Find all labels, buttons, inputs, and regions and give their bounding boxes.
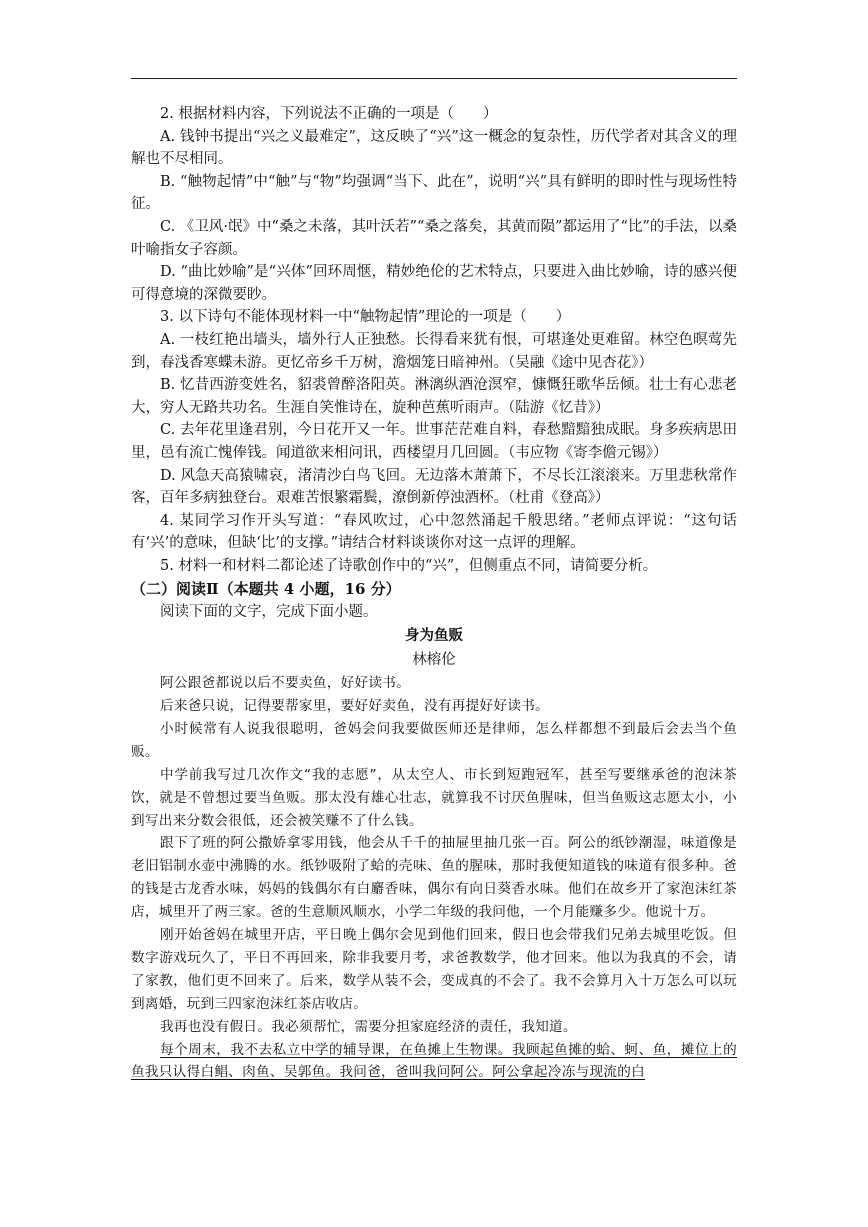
question-3-option-a: A. 一枝红艳出墙头，墙外行人正独愁。长得看来犹有恨，可堪逢处更难留。林空色暝莺先到，春浅香寒蝶未游。更忆帝乡千万树，澹烟笼日暗神州。（吴融《途中见杏花》） [131, 331, 737, 371]
question-3-option-b: B. 忆昔西游变姓名，貂裘曾醉洛阳英。淋漓纵酒沧溟窄，慷慨狂歌华岳倾。壮士有心悲老大，穷人无路共功名。生涯自笑惟诗在，旋种芭蕉听雨声。（陆游《忆昔》） [131, 377, 737, 416]
question-3-option-d: D. 风急天高猿啸哀，渚清沙白鸟飞回。无边落木萧萧下，不尽长江滚滚来。万里悲秋常作客，百年多病独登台。艰难苦恨繁霜鬓，潦倒新停浊酒杯。（杜甫《登高》） [131, 467, 737, 507]
story-title: 身为鱼贩 [405, 627, 463, 645]
question-2-stem: 2. 根据材料内容，下列说法不正确的一项是（ ） [160, 106, 498, 122]
question-3-stem: 3. 以下诗句不能体现材料一中“触物起情”理论的一项是（ ） [160, 309, 571, 326]
question-2-option-a: A. 钱钟书提出“兴之义最难定”，这反映了“兴”这一概念的复杂性，历代学者对其含义的理解也不尽相同。 [131, 128, 737, 168]
story-paragraph: 中学前我写过几次作文“我的志愿”，从太空人、市长到短跑冠军，甚至写要继承爸的泡沫茶饮，就是不曾想过要当鱼贩。那太没有雄心壮志，就算我不讨厌鱼腥味，但当鱼贩这志愿太小，小到写出来分数会很低，还会被笑赚不了什么钱。 [131, 766, 737, 829]
story-paragraph: 后来爸只说，记得要帮家里，要好好卖鱼，没有再提好好读书。 [160, 697, 550, 714]
page-content [131, 103, 737, 1084]
story-paragraph: 刚开始爸妈在城里开店，平日晚上偶尔会见到他们回来，假日也会带我们兄弟去城里吃饭。但数字游戏玩久了，平日不再回来，除非我要月考，求爸教数学，他才回来。他以为我真的不会，请了家教，他们更不回来了。后来，数学从装不会，变成真的不会了。我不会算月入十万怎么可以玩到离婚，玩到三四家泡沫红茶店收店。 [131, 927, 737, 1012]
story-paragraph: 阿公跟爸都说以后不要卖鱼，好好读书。 [160, 675, 411, 692]
section-2-instruction: 阅读下面的文字，完成下面小题。 [160, 604, 378, 621]
story-paragraph: 跟下了班的阿公撒娇拿零用钱，他会从千千的抽屉里抽几张一百。阿公的纸钞潮湿，味道像是老旧铝制水壶中沸腾的水。纸钞吸附了蛤的壳味、鱼的腥味，那时我便知道钱的味道有很多种。爸的钱是古龙香水味，妈妈的钱偶尔有白麝香味，偶尔有向日葵香水味。他们在故乡开了家泡沫红茶店，城里开了两三家。爸的生意顺风顺水，小学二年级的我问他，一个月能赚多少。他说十万。 [131, 835, 737, 921]
question-2-option-b: B. “触物起情”中“触”与“物”均强调“当下、此在”，说明“兴”具有鲜明的即时性与现场性特征。 [131, 173, 737, 213]
story-paragraph: 我再也没有假日。我必须帮忙，需要分担家庭经济的责任，我知道。 [160, 1018, 577, 1035]
story-paragraph: 小时候常有人说我很聪明，爸妈会问我要做医师还是律师，怎么样都想不到最后会去当个鱼贩。 [131, 720, 737, 760]
question-2-option-c: C. 《卫风·氓》中“桑之未落，其叶沃若”“桑之落矣，其黄而陨”都运用了“比”的手法，以桑叶喻指女子容颜。 [131, 218, 737, 258]
header-rule [131, 78, 737, 79]
question-4: 4. 某同学习作开头写道：“春风吹过，心中忽然涌起千般思绪。”老师点评说：“这句话有‘兴’的意味，但缺‘比’的支撑。”请结合材料谈谈你对这一点评的理解。 [131, 512, 737, 552]
story-paragraph-underlined: 每个周末，我不去私立中学的辅导课，在鱼摊上生物课。我顾起鱼摊的蛤、蚵、鱼，摊位上的鱼我只认得白鲳、肉鱼、吴郭鱼。我问爸，爸叫我问阿公。阿公拿起冷冻与现流的白 [131, 1041, 737, 1081]
question-5: 5. 材料一和材料二都论述了诗歌创作中的“兴”，但侧重点不同，请简要分析。 [160, 557, 658, 574]
question-3-option-c: C. 去年花里逢君别，今日花开又一年。世事茫茫难自料，春愁黯黯独成眠。身多疾病思田里，邑有流亡愧俸钱。闻道欲来相问讯，西楼望月几回圆。（韦应物《寄李儋元锡》） [131, 422, 737, 461]
story-author: 林榕伦 [412, 652, 456, 669]
question-2-option-d: D. “曲比妙喻”是“兴体”回环周惬，精妙绝伦的艺术特点，只要进入曲比妙喻，诗的感兴便可得意境的深微要眇。 [131, 264, 737, 303]
section-2-heading: （二）阅读Ⅱ（本题共 4 小题，16 分） [131, 580, 401, 599]
